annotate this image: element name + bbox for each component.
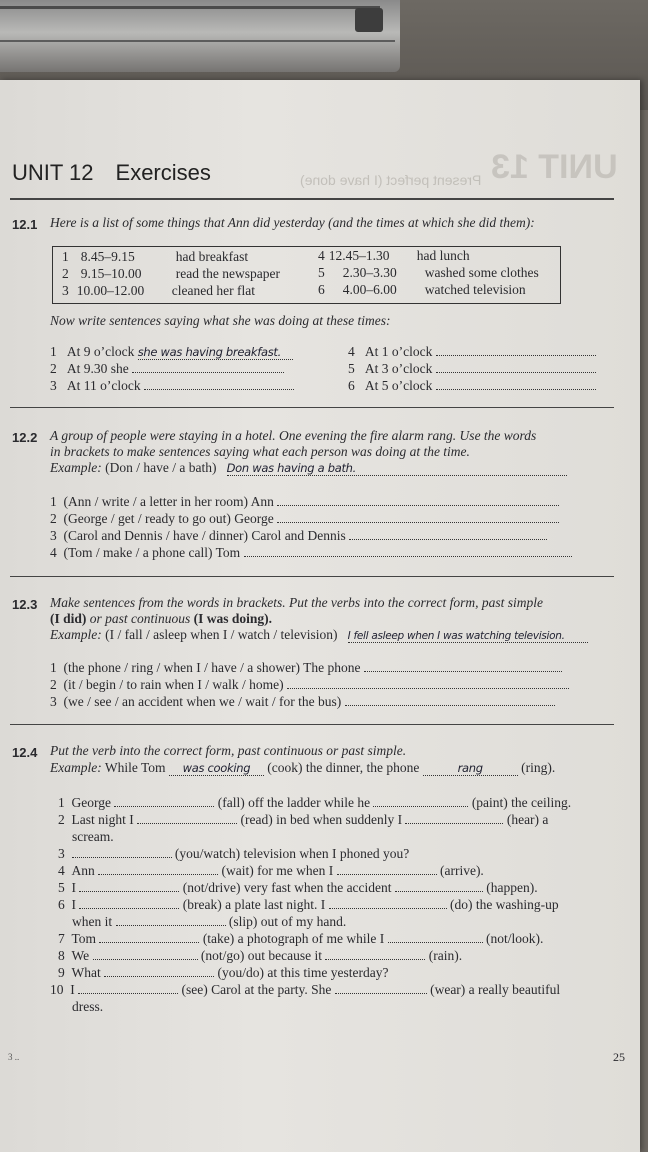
unit-number: UNIT 12 (12, 160, 94, 185)
header-rule (10, 198, 614, 200)
book-cover (0, 0, 400, 72)
answer-blank[interactable] (79, 898, 179, 909)
answer-blank[interactable] (436, 345, 596, 356)
page-title (12, 160, 211, 186)
answer-blank[interactable] (325, 949, 425, 960)
answer-blank[interactable] (436, 379, 596, 390)
exercise-item: 9 What (you/do) at this time yesterday? (58, 965, 389, 980)
exercise-item: 2 (it / begin / to rain when I / walk / home) (50, 677, 569, 693)
answer-blank[interactable] (104, 966, 214, 977)
exercise-item: 1 (Ann / write / a letter in her room) Ann (50, 494, 559, 510)
answer-blank[interactable] (78, 983, 178, 994)
exercise-item: 5 I (not/drive) very fast when the accident (happen). (58, 880, 538, 895)
show-through-subheading: Present perfect (I have done) (300, 172, 482, 188)
answer-blank[interactable] (79, 881, 179, 892)
exercise-number: 12.4 (12, 745, 38, 760)
answer-blank[interactable] (72, 847, 172, 858)
exercise-item: 4 Ann (wait) for me when I (arrive). (58, 863, 484, 878)
answer-blank[interactable] (132, 362, 284, 373)
answer-blank[interactable] (335, 983, 427, 994)
example-line: Example: (Don / have / a bath) Don was having a bath. (50, 460, 567, 476)
exercise-item: 2 At 9.30 she (50, 361, 284, 377)
section-divider (10, 724, 614, 725)
exercise-instruction: Now write sentences saying what she was doing at these times: (50, 313, 391, 328)
cover-edge (0, 6, 380, 9)
answer-blank[interactable] (329, 898, 447, 909)
exercise-item: 6 I (break) a plate last night. I (do) the washing-up (58, 897, 559, 912)
exercise-item: scream. (72, 829, 114, 844)
answer-blank[interactable] (364, 661, 562, 672)
section-divider (10, 576, 614, 577)
exercise-item: 6 At 5 o’clock (348, 378, 596, 394)
handwritten-answer: rang (423, 761, 518, 776)
exercise-number: 12.3 (12, 597, 38, 612)
exercise-item: 1 George (fall) off the ladder while he (paint) the ceiling. (58, 795, 572, 810)
answer-blank[interactable] (244, 546, 572, 557)
example-line: Example: (I / fall / asleep when I / watch / television) I fell asleep when I was watching television. (50, 627, 588, 643)
exercise-number: 12.1 (12, 217, 38, 232)
exercise-item: 1 At 9 o’clock she was having breakfast. (50, 344, 293, 360)
exercise-instruction: Put the verb into the correct form, past continuous or past simple. (50, 743, 407, 758)
show-through-heading: UNIT 13 (491, 148, 618, 186)
handwritten-answer: was cooking (169, 761, 264, 776)
print-mark: 3 .. (8, 1052, 20, 1062)
activity-row: 5 2.30–3.30 washed some clothes (318, 265, 539, 280)
answer-blank[interactable] (116, 915, 226, 926)
exercise-instruction: (I did) or past continuous (I was doing). (50, 611, 273, 626)
answer-blank[interactable] (436, 362, 596, 373)
exercise-item: 3 (you/watch) television when I phoned you? (58, 846, 410, 861)
exercise-item: 7 Tom (take) a photograph of me while I (not/look). (58, 931, 544, 946)
answer-blank[interactable] (405, 813, 503, 824)
answer-blank[interactable] (98, 864, 218, 875)
answer-blank[interactable] (349, 529, 547, 540)
exercise-instruction: A group of people were staying in a hotel. One evening the fire alarm rang. Use the words (50, 428, 537, 443)
activity-row: 4 12.45–1.30 had lunch (318, 248, 470, 263)
exercise-instruction: in brackets to make sentences saying what each person was doing at the time. (50, 444, 470, 459)
answer-blank[interactable] (287, 678, 569, 689)
exercise-number: 12.2 (12, 430, 38, 445)
exercise-item: 8 We (not/go) out because it (rain). (58, 948, 463, 963)
exercise-item: 1 (the phone / ring / when I / have / a shower) The phone (50, 660, 562, 676)
answer-blank[interactable] (93, 949, 198, 960)
page-number: 25 (613, 1050, 625, 1064)
exercise-item: 3 (Carol and Dennis / have / dinner) Carol and Dennis (50, 528, 547, 544)
exercise-item: 4 At 1 o’clock (348, 344, 596, 360)
cover-clip (355, 8, 383, 32)
answer-blank[interactable] (144, 379, 294, 390)
activity-row: 6 4.00–6.00 watched television (318, 282, 526, 297)
exercise-item: 2 (George / get / ready to go out) George (50, 511, 559, 527)
activity-row: 1 8.45–9.15 had breakfast (62, 249, 249, 264)
exercise-item: 5 At 3 o’clock (348, 361, 596, 377)
activity-row: 3 10.00–12.00 cleaned her flat (62, 283, 255, 298)
exercise-item: 10 I (see) Carol at the party. She (wear) a really beautiful (50, 982, 561, 997)
cover-edge (0, 40, 395, 42)
exercise-item: when it (slip) out of my hand. (72, 914, 347, 929)
answer-blank[interactable] (99, 932, 199, 943)
answer-blank[interactable] (373, 796, 468, 807)
handwritten-answer[interactable]: she was having breakfast. (138, 345, 293, 360)
unit-title: Exercises (115, 160, 211, 185)
handwritten-answer: I fell asleep when I was watching television. (348, 630, 588, 643)
exercise-item: dress. (72, 999, 104, 1014)
answer-blank[interactable] (114, 796, 214, 807)
example-line: Example: While Tom was cooking (cook) the dinner, the phone rang (ring). (50, 760, 556, 775)
answer-blank[interactable] (345, 695, 555, 706)
answer-blank[interactable] (277, 512, 559, 523)
answer-blank[interactable] (337, 864, 437, 875)
answer-blank[interactable] (137, 813, 237, 824)
activity-row: 2 9.15–10.00 read the newspaper (62, 266, 280, 281)
exercise-item: 2 Last night I (read) in bed when suddenly I (hear) a (58, 812, 549, 827)
section-divider (10, 407, 614, 408)
exercise-item: 4 (Tom / make / a phone call) Tom (50, 545, 572, 561)
answer-blank[interactable] (395, 881, 483, 892)
answer-blank[interactable] (277, 495, 559, 506)
exercise-item: 3 At 11 o’clock (50, 378, 294, 394)
exercise-instruction: Make sentences from the words in brackets. Put the verbs into the correct form, past simple (50, 595, 544, 610)
exercise-instruction: Here is a list of some things that Ann did yesterday (and the times at which she did them): (50, 215, 535, 230)
exercise-item: 3 (we / see / an accident when we / wait / for the bus) (50, 694, 555, 710)
answer-blank[interactable] (388, 932, 483, 943)
handwritten-answer: Don was having a bath. (227, 461, 567, 476)
